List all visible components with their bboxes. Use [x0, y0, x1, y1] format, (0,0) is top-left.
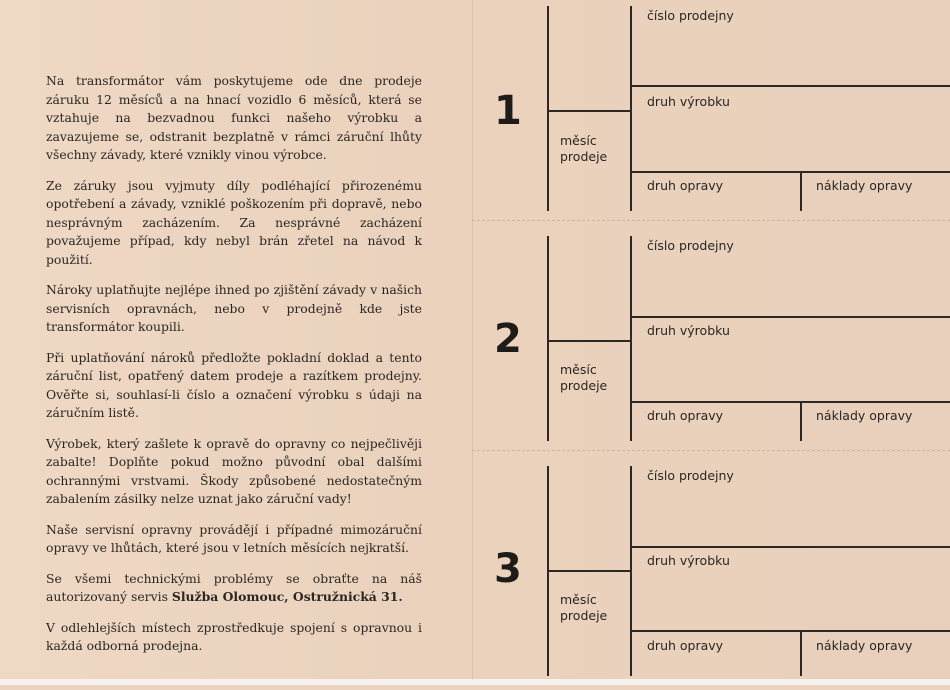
coupon-month-rule — [547, 570, 631, 572]
perforation-line — [472, 220, 950, 221]
product-type-label: druh výrobku — [647, 553, 730, 568]
coupon-field-rule — [632, 316, 950, 318]
service-address: Služba Olomouc, Ostružnická 31. — [171, 589, 403, 604]
coupon-field-rule — [632, 171, 950, 173]
coupon-number: 2 — [494, 316, 522, 362]
coupon-vertical-rule — [547, 6, 549, 211]
coupon-vertical-rule — [630, 236, 632, 441]
terms-paragraph: V odlehlejších místech zprostředkuje spojení s opravnou i každá odborná prodejna. — [46, 619, 422, 653]
terms-paragraph: Na transformátor vám poskytujeme ode dne prodeje záruku 12 měsíců a na hnací vozidlo 6 měsíců, která se vztahuje na bezvadnou funkci našeho výrobku a zavazujeme se, odstranit bezplatně v rámci záruční lhůty všechny závady, které vznikly vinou výrobce. — [46, 73, 422, 162]
terms-paragraph: Naše servisní opravny provádějí i případné mimozáruční opravy ve lhůtách, které jsou v letních měsících nejkratší. — [46, 521, 422, 555]
repair-cost-label: náklady opravy — [816, 408, 913, 423]
coupon-field-rule — [632, 401, 950, 403]
store-number-label: číslo prodejny — [647, 238, 734, 253]
perforation-line — [472, 450, 950, 451]
terms-paragraph: Ze záruky jsou vyjmuty díly podléhající přirozenému opotřebení a závady, vzniklé poškozením při dopravě, nebo nesprávným zacházením. Za nesprávné zacházení považujeme případ, kdy nebyl brán zřetel na návod k použití. — [46, 177, 422, 267]
page-bottom-edge — [0, 679, 950, 685]
repair-coupon-1 — [472, 0, 950, 230]
terms-paragraph: Při uplatňování nároků předložte pokladní doklad a tento záruční list, opatřený datem prodeje a razítkem prodejny. Ověřte si, souhlasí-li číslo a označení výrobku s údaji na záručním listě. — [46, 349, 422, 420]
repair-type-label: druh opravy — [647, 178, 724, 193]
coupon-field-rule — [632, 546, 950, 548]
coupon-number: 3 — [494, 546, 522, 592]
coupon-field-rule — [632, 630, 950, 632]
store-number-label: číslo prodejny — [647, 468, 734, 483]
repair-cost-label: náklady opravy — [816, 638, 913, 653]
repair-type-label: druh opravy — [647, 638, 724, 653]
coupon-month-rule — [547, 340, 631, 342]
coupon-vertical-rule — [547, 236, 549, 441]
month-of-sale-label: měsíc prodeje — [560, 133, 608, 164]
repair-coupon-3 — [472, 460, 950, 690]
product-type-label: druh výrobku — [647, 94, 730, 109]
month-of-sale-label: měsíc prodeje — [560, 592, 608, 623]
coupon-vertical-rule — [800, 171, 802, 211]
terms-paragraph: Se všemi technickými problémy se obraťte na náš autorizovaný servis Služba Olomouc, Ostružnická 31. — [46, 570, 422, 604]
repair-type-label: druh opravy — [647, 408, 724, 423]
coupon-vertical-rule — [630, 466, 632, 676]
terms-paragraph: Nároky uplatňujte nejlépe ihned po zjištění závady v našich servisních opravnách, nebo v prodejně kde jste transformátor koupili. — [46, 282, 422, 334]
warranty-terms — [46, 72, 422, 668]
coupon-vertical-rule — [800, 630, 802, 676]
terms-paragraph: Výrobek, který zašlete k opravě do opravny co nejpečlivěji zabalte! Doplňte pokud možno původní obal dalšími ochrannými vrstvami. Škody způsobené nedostatečným zabalením zásilky nelze uznat jako záruční vady! — [46, 435, 422, 506]
coupon-field-rule — [632, 85, 950, 87]
coupon-vertical-rule — [800, 401, 802, 441]
coupon-number: 1 — [494, 88, 522, 134]
month-of-sale-label: měsíc prodeje — [560, 362, 608, 393]
product-type-label: druh výrobku — [647, 323, 730, 338]
coupon-month-rule — [547, 110, 631, 112]
repair-cost-label: náklady opravy — [816, 178, 913, 193]
coupon-vertical-rule — [630, 6, 632, 211]
store-number-label: číslo prodejny — [647, 8, 734, 23]
repair-coupon-2 — [472, 230, 950, 460]
